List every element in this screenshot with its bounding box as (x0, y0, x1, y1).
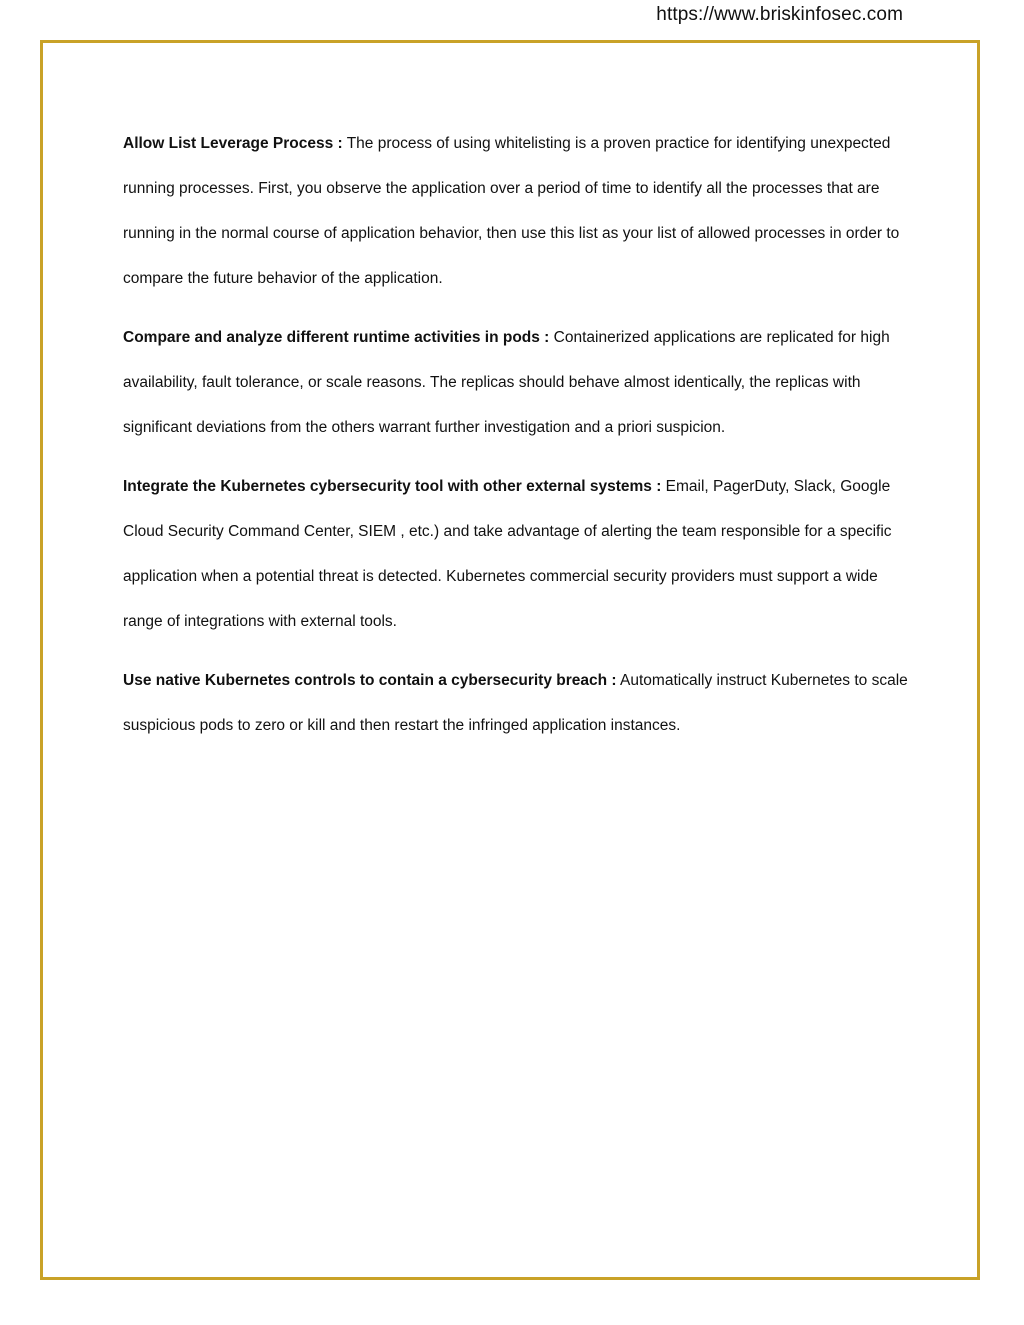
paragraph-text: The process of using whitelisting is a proven practice for identifying unexpected running processes. First, you observe the application over a period of time to identify all the processes that are running in the normal course of application behavior, then use this list as your list of allowed processes in order to compare the future behavior of the application. (123, 135, 900, 287)
paragraph-text: Automatically instruct Kubernetes to scale suspicious pods to zero or kill and then restart the infringed application instances. (123, 672, 908, 734)
paragraph-allow-list (123, 121, 908, 301)
paragraph-heading: Use native Kubernetes controls to contain a cybersecurity breach : (123, 672, 617, 689)
paragraph-text: Containerized applications are replicated for high availability, fault tolerance, or scale reasons. The replicas should behave almost identically, the replicas with significant deviations from the others warrant further investigation and a priori suspicion. (123, 329, 890, 436)
header-url[interactable]: https://www.briskinfosec.com (656, 4, 903, 25)
page-border-frame (40, 40, 980, 1280)
document-body (123, 121, 908, 762)
paragraph-text: Email, PagerDuty, Slack, Google Cloud Security Command Center, SIEM , etc.) and take advantage of alerting the team responsible for a specific application when a potential threat is detected. Kubernetes commercial security providers must support a wide range of integrations with external tools. (123, 478, 892, 630)
paragraph-compare-analyze (123, 315, 908, 450)
paragraph-heading: Integrate the Kubernetes cybersecurity tool with other external systems : (123, 478, 662, 495)
paragraph-native-controls (123, 658, 908, 748)
paragraph-heading: Compare and analyze different runtime activities in pods : (123, 329, 550, 346)
paragraph-integrate-tools (123, 464, 908, 644)
paragraph-heading: Allow List Leverage Process : (123, 135, 343, 152)
